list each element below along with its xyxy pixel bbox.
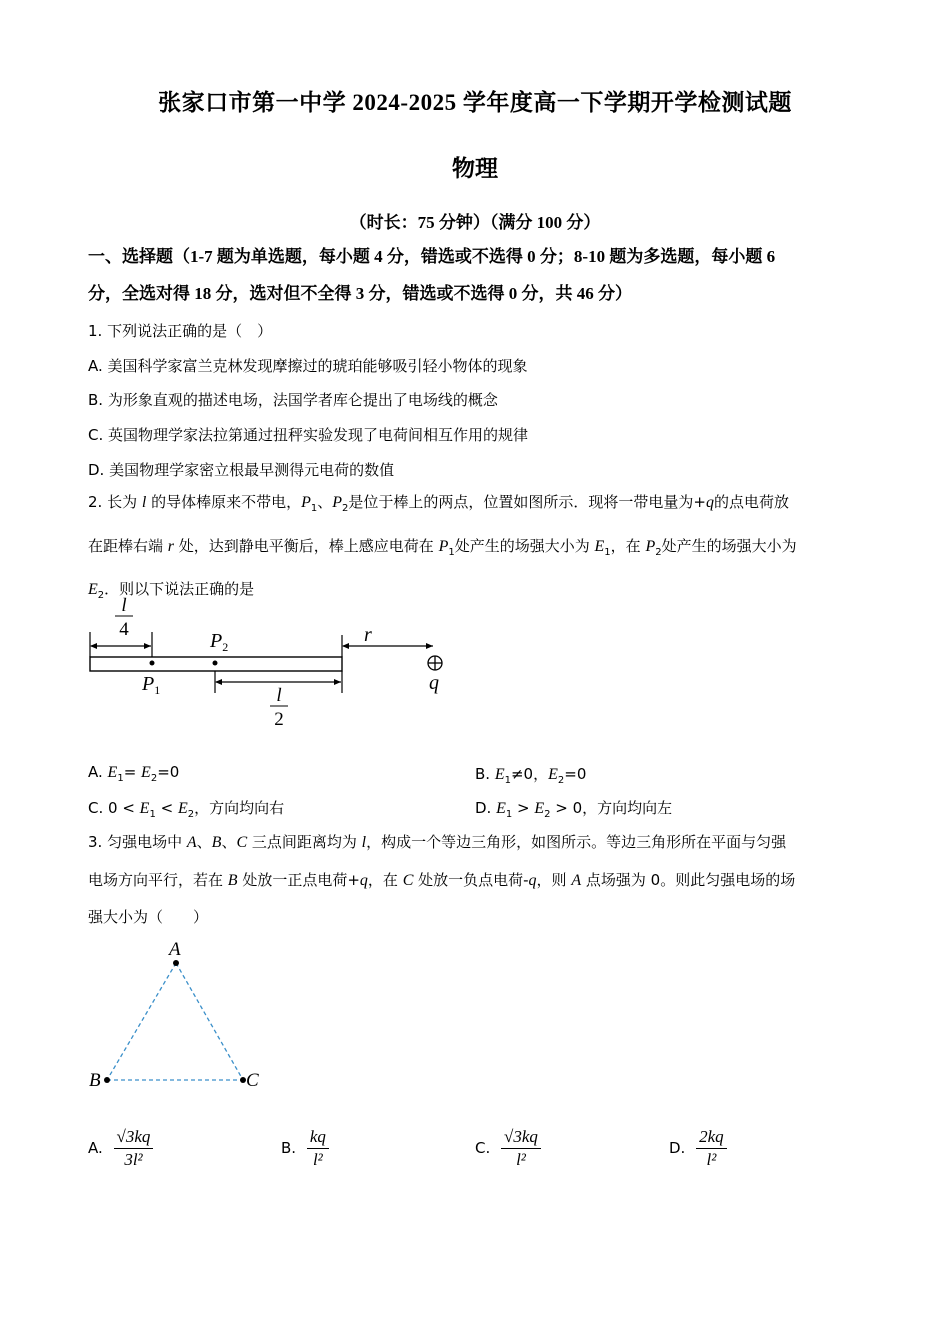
frac-l4-den: 4 xyxy=(119,619,129,640)
vertex-a xyxy=(173,960,179,966)
q3-option-b: B. $\frac{kq}{\text{l²}}$ xyxy=(281,1127,329,1170)
section-heading xyxy=(88,238,878,312)
q1-option-c: C. 英国物理学家法拉第通过扭秤实验发现了电荷间相互作用的规律 xyxy=(88,426,529,444)
fraction: $\frac{2kq}{\text{l²}}$ xyxy=(696,1127,727,1170)
q2-option-c: C. $0 < E_1 < E_2$，方向均向右 xyxy=(88,799,285,820)
q1-option-a: A. 美国科学家富兰克林发现摩擦过的琥珀能够吸引轻小物体的现象 xyxy=(88,357,528,375)
q2-figure xyxy=(80,595,460,735)
vertex-b xyxy=(104,1077,110,1083)
label-r: r xyxy=(364,624,372,646)
label-p1: $P_1$ xyxy=(142,673,161,697)
label-c: C xyxy=(246,1070,259,1091)
label-b: B xyxy=(89,1070,101,1091)
q2-option-a: A. $E_1= E_2=0$ xyxy=(88,763,180,784)
q2-option-b: B. $E_1\ne 0$，$E_2=0$ xyxy=(475,765,587,786)
point-p1 xyxy=(150,661,155,666)
q2-stem: 2. 长为 l 的导体棒原来不带电，$P_1$、$P_2$是位于棒上的两点，位置如图所示．现将一带电量为+q的点电荷放 在距棒右端 r 处，达到静电平衡后，棒上感应电荷在 $P_1$处产生的场强大小为 $E_1$，在 $P_2$处产生的场强大小为 $E_2$．则以下说法正确的是 xyxy=(88,493,797,601)
frac-l2-den: 2 xyxy=(274,709,284,730)
q2-option-d: D. $E_1 > E_2 > 0$，方向均向左 xyxy=(475,799,673,820)
frac-l2-num: l xyxy=(276,685,282,706)
label-a: A xyxy=(169,939,181,960)
q1-option-d: D. 美国物理学家密立根最早测得元电荷的数值 xyxy=(88,461,395,479)
exam-meta: （时长：75 分钟）（满分 100 分） xyxy=(349,213,601,232)
label-q: q xyxy=(429,672,439,694)
fraction: $\frac{kq}{\text{l²}}$ xyxy=(307,1127,329,1170)
exam-title: 张家口市第一中学 2024-2025 学年度高一下学期开学检测试题 xyxy=(158,90,792,115)
frac-l4-num: l xyxy=(121,595,127,616)
label-p2: $P_2$ xyxy=(210,630,229,654)
q1-option-b: B. 为形象直观的描述电场，法国学者库仑提出了电场线的概念 xyxy=(88,391,498,409)
fraction: $\frac{√3kq}{\text{l²}}$ xyxy=(501,1127,541,1170)
section-heading-line1: 一、选择题（1-7 题为单选题，每小题 4 分，错选或不选得 0 分；8-10 题为多选题，每小题 6 xyxy=(88,247,776,266)
q3-option-a: A. $\frac{√3kq}{\text{3l²}}$ xyxy=(88,1127,153,1170)
section-heading-line2: 分，全选对得 18 分，选对但不全得 3 分，错选或不选得 0 分，共 46 分） xyxy=(88,284,632,303)
q3-option-c: C. $\frac{√3kq}{\text{l²}}$ xyxy=(475,1127,541,1170)
q3-stem: 3. 匀强电场中 A、B、C 三点间距离均为 l，构成一个等边三角形，如图所示。等边三角形所在平面与匀强 电场方向平行，若在 B 处放一正点电荷+q，在 C 处放一负点电荷-q，则 A 点场强为 0。则此匀强电场的场 强大小为（ ） xyxy=(88,833,796,926)
q3-option-d: D. $\frac{2kq}{\text{l²}}$ xyxy=(669,1127,727,1170)
fraction: $\frac{√3kq}{\text{3l²}}$ xyxy=(114,1127,154,1170)
q3-triangle-figure xyxy=(80,935,280,1095)
q1-stem: 1. 下列说法正确的是（ ） xyxy=(88,322,273,340)
exam-subject: 物理 xyxy=(452,156,498,182)
point-p2 xyxy=(213,661,218,666)
